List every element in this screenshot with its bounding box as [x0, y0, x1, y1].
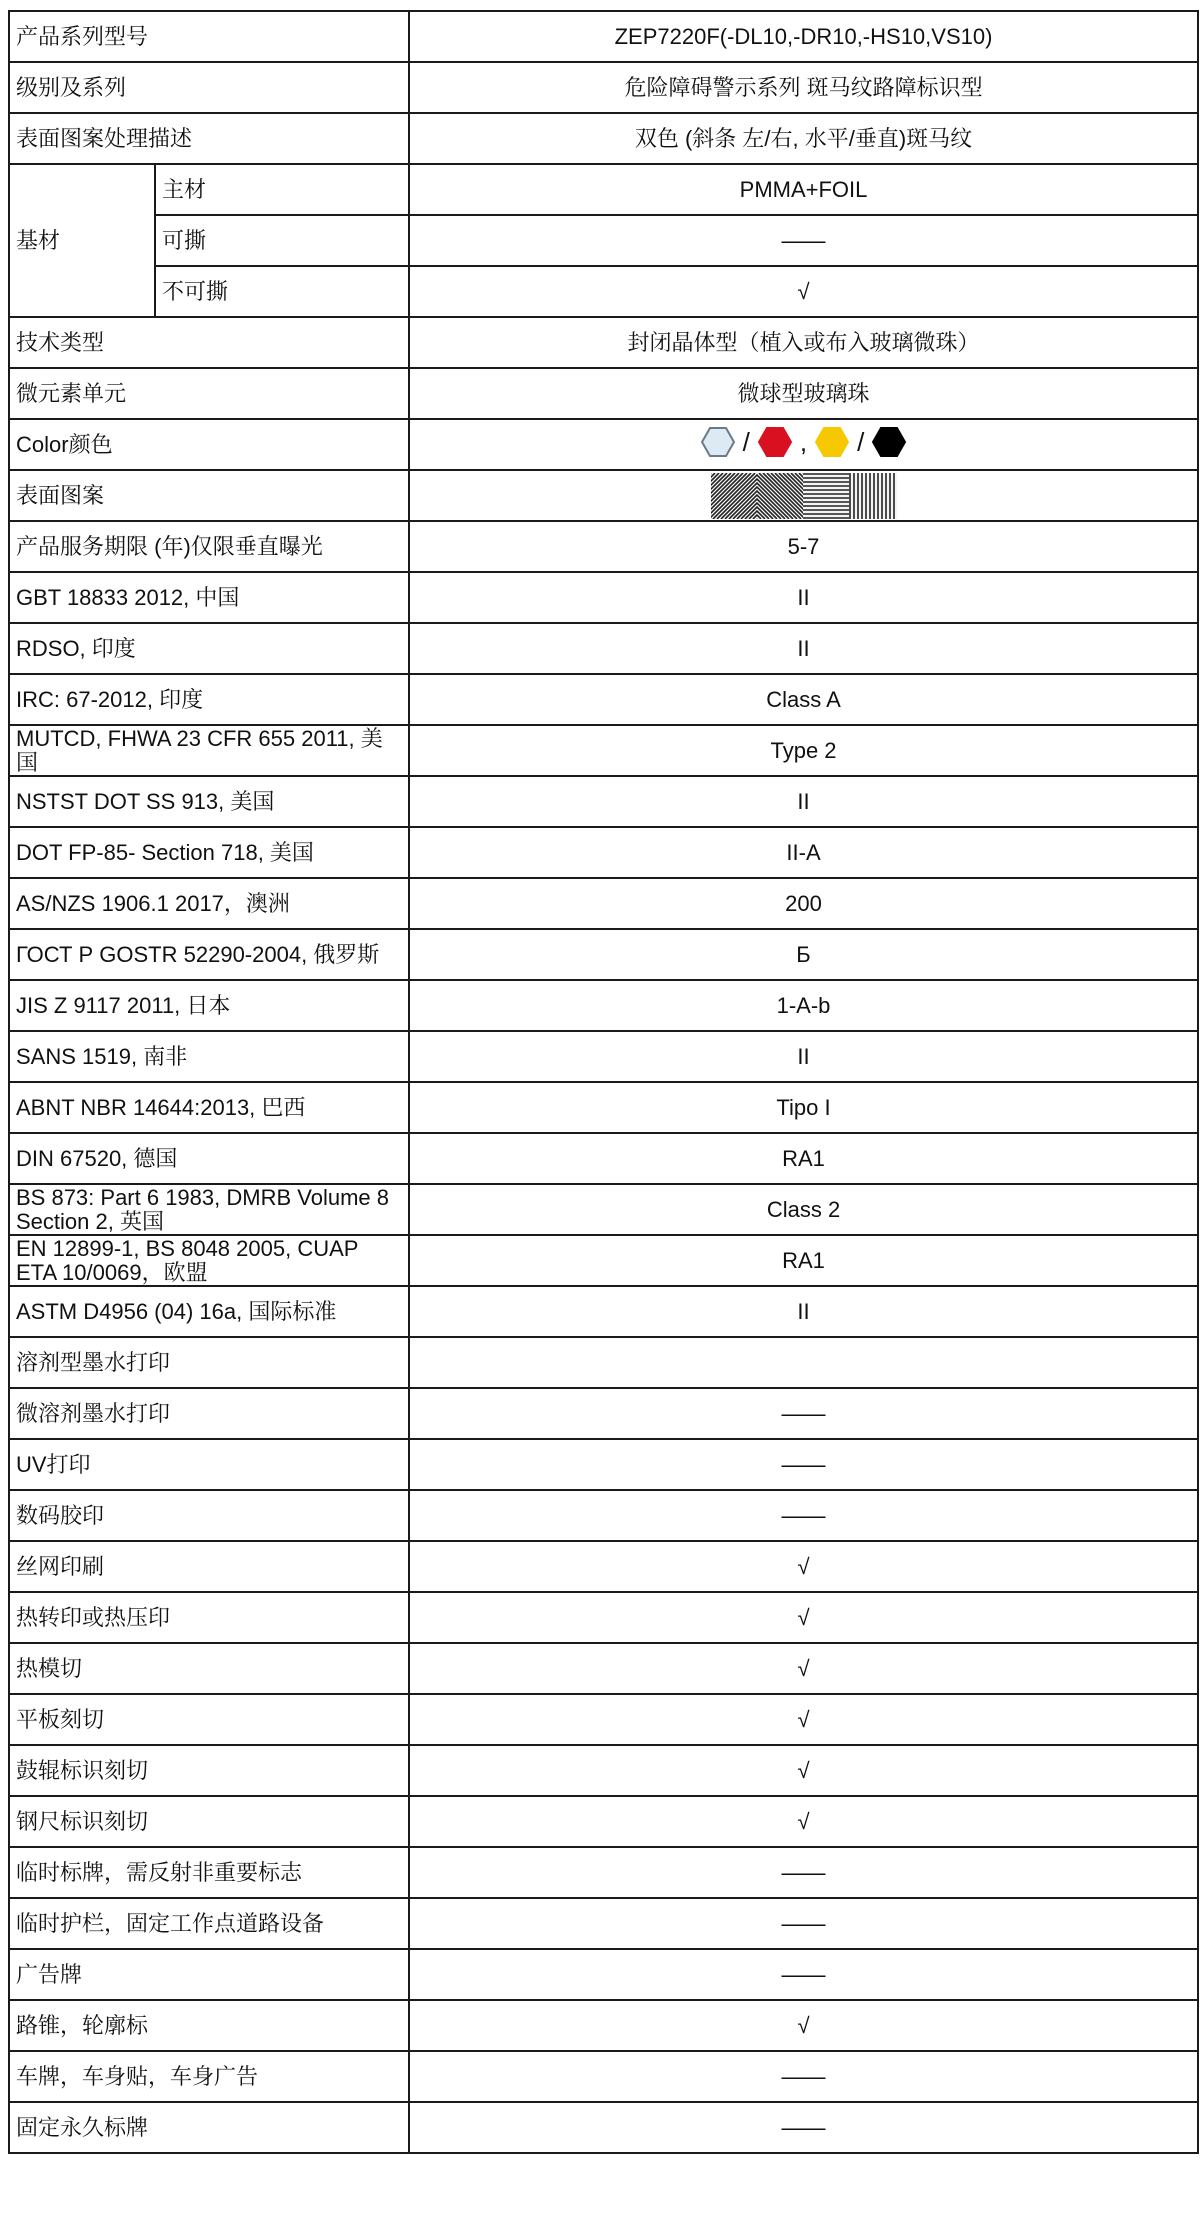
table-row: [9, 1082, 1198, 1133]
row-value: ——: [409, 1949, 1198, 2000]
table-row: [9, 164, 1198, 215]
row-label: UV打印: [9, 1439, 409, 1490]
table-row: [9, 1490, 1198, 1541]
row-value: Type 2: [409, 725, 1198, 776]
color-row: [9, 419, 1198, 470]
row-label: RDSO, 印度: [9, 623, 409, 674]
row-label: 鼓辊标识刻切: [9, 1745, 409, 1796]
table-row: [9, 1643, 1198, 1694]
swatch-separator: ,: [799, 427, 808, 457]
table-row: [9, 1745, 1198, 1796]
substrate-sub-value: ——: [409, 215, 1198, 266]
row-label: BS 873: Part 6 1983, DMRB Volume 8 Section 2, 英国: [9, 1184, 409, 1235]
row-label: 热转印或热压印: [9, 1592, 409, 1643]
table-row: [9, 368, 1198, 419]
row-value: 5-7: [409, 521, 1198, 572]
row-label: NSTST DOT SS 913, 美国: [9, 776, 409, 827]
row-value: √: [409, 1694, 1198, 1745]
row-label: 临时护栏，固定工作点道路设备: [9, 1898, 409, 1949]
row-label: ASTM D4956 (04) 16a, 国际标准: [9, 1286, 409, 1337]
table-row: [9, 1541, 1198, 1592]
table-row: [9, 674, 1198, 725]
table-row: [9, 827, 1198, 878]
row-label: DIN 67520, 德国: [9, 1133, 409, 1184]
row-label: GBT 18833 2012, 中国: [9, 572, 409, 623]
color-label: Color颜色: [9, 419, 409, 470]
row-value: √: [409, 1796, 1198, 1847]
row-value: 封闭晶体型（植入或布入玻璃微珠）: [409, 317, 1198, 368]
row-label: MUTCD, FHWA 23 CFR 655 2011, 美国: [9, 725, 409, 776]
table-row: [9, 929, 1198, 980]
table-row: [9, 1235, 1198, 1286]
row-label: 平板刻切: [9, 1694, 409, 1745]
spec-table-body: [9, 11, 1198, 2153]
row-label: EN 12899-1, BS 8048 2005, CUAP ETA 10/0069，欧盟: [9, 1235, 409, 1286]
row-value: II: [409, 776, 1198, 827]
row-value: II-A: [409, 827, 1198, 878]
row-value: √: [409, 1592, 1198, 1643]
row-value: ——: [409, 1388, 1198, 1439]
table-row: [9, 215, 1198, 266]
table-row: [9, 62, 1198, 113]
row-value: √: [409, 1643, 1198, 1694]
white-hexagon-icon: [701, 425, 735, 459]
row-value: √: [409, 2000, 1198, 2051]
row-label: DOT FP-85- Section 718, 美国: [9, 827, 409, 878]
row-label: 技术类型: [9, 317, 409, 368]
color-swatches: [701, 425, 907, 459]
table-row: [9, 113, 1198, 164]
row-label: 临时标牌，需反射非重要标志: [9, 1847, 409, 1898]
row-label: 热模切: [9, 1643, 409, 1694]
swatch-separator: /: [857, 427, 865, 457]
table-row: [9, 1592, 1198, 1643]
row-label: 产品服务期限 (年)仅限垂直曝光: [9, 521, 409, 572]
zebra-stripe-pattern-image: [711, 473, 897, 519]
row-value: ——: [409, 1439, 1198, 1490]
black-hexagon-icon: [872, 425, 906, 459]
row-label: 级别及系列: [9, 62, 409, 113]
table-row: [9, 1337, 1198, 1388]
table-row: [9, 980, 1198, 1031]
row-value: ——: [409, 2102, 1198, 2153]
table-row: [9, 266, 1198, 317]
row-value: ZEP7220F(-DL10,-DR10,-HS10,VS10): [409, 11, 1198, 62]
substrate-label: 基材: [9, 164, 155, 317]
row-value: ——: [409, 1490, 1198, 1541]
row-label: 固定永久标牌: [9, 2102, 409, 2153]
row-value: 微球型玻璃珠: [409, 368, 1198, 419]
table-row: [9, 776, 1198, 827]
row-value: ——: [409, 1898, 1198, 1949]
substrate-sub-label: 主材: [155, 164, 409, 215]
row-value: Tipo I: [409, 1082, 1198, 1133]
row-label: AS/NZS 1906.1 2017，澳洲: [9, 878, 409, 929]
substrate-sub-label: 不可撕: [155, 266, 409, 317]
row-value: √: [409, 1541, 1198, 1592]
table-row: [9, 2102, 1198, 2153]
table-row: [9, 1847, 1198, 1898]
row-value: Class 2: [409, 1184, 1198, 1235]
row-label: 广告牌: [9, 1949, 409, 2000]
row-label: 微溶剂墨水打印: [9, 1388, 409, 1439]
row-value: ——: [409, 2051, 1198, 2102]
table-row: [9, 317, 1198, 368]
row-value: RA1: [409, 1235, 1198, 1286]
row-value: II: [409, 623, 1198, 674]
table-row: [9, 2051, 1198, 2102]
row-value: [409, 1337, 1198, 1388]
row-label: 产品系列型号: [9, 11, 409, 62]
row-value: Б: [409, 929, 1198, 980]
table-row: [9, 1898, 1198, 1949]
pattern-label: 表面图案: [9, 470, 409, 521]
red-hexagon-icon: [758, 425, 792, 459]
row-value: 1-A-b: [409, 980, 1198, 1031]
swatch-separator: /: [742, 427, 750, 457]
row-label: 表面图案处理描述: [9, 113, 409, 164]
row-label: 钢尺标识刻切: [9, 1796, 409, 1847]
substrate-sub-value: √: [409, 266, 1198, 317]
table-row: [9, 1031, 1198, 1082]
row-value: Class A: [409, 674, 1198, 725]
pattern-row: [9, 470, 1198, 521]
row-value: II: [409, 1031, 1198, 1082]
table-row: [9, 572, 1198, 623]
table-row: [9, 725, 1198, 776]
row-value: 200: [409, 878, 1198, 929]
row-value: 危险障碍警示系列 斑马纹路障标识型: [409, 62, 1198, 113]
table-row: [9, 1184, 1198, 1235]
table-row: [9, 623, 1198, 674]
row-value: II: [409, 1286, 1198, 1337]
row-label: ABNT NBR 14644:2013, 巴西: [9, 1082, 409, 1133]
table-row: [9, 1694, 1198, 1745]
table-row: [9, 11, 1198, 62]
row-label: 车牌，车身贴，车身广告: [9, 2051, 409, 2102]
table-row: [9, 1796, 1198, 1847]
row-value: ——: [409, 1847, 1198, 1898]
table-row: [9, 1949, 1198, 2000]
pattern-cell: [409, 470, 1198, 521]
row-label: 溶剂型墨水打印: [9, 1337, 409, 1388]
substrate-sub-label: 可撕: [155, 215, 409, 266]
yellow-hexagon-icon: [815, 425, 849, 459]
table-row: [9, 521, 1198, 572]
table-row: [9, 1286, 1198, 1337]
row-label: ГОСТ Р GOSTR 52290-2004, 俄罗斯: [9, 929, 409, 980]
substrate-sub-value: PMMA+FOIL: [409, 164, 1198, 215]
color-swatches-cell: [409, 419, 1198, 470]
row-label: 丝网印刷: [9, 1541, 409, 1592]
row-label: 路锥，轮廓标: [9, 2000, 409, 2051]
row-label: IRC: 67-2012, 印度: [9, 674, 409, 725]
table-row: [9, 1388, 1198, 1439]
spec-table: [8, 10, 1199, 2154]
row-label: 微元素单元: [9, 368, 409, 419]
row-value: √: [409, 1745, 1198, 1796]
row-value: 双色 (斜条 左/右, 水平/垂直)斑马纹: [409, 113, 1198, 164]
row-label: JIS Z 9117 2011, 日本: [9, 980, 409, 1031]
row-value: RA1: [409, 1133, 1198, 1184]
table-row: [9, 878, 1198, 929]
table-row: [9, 1439, 1198, 1490]
table-row: [9, 2000, 1198, 2051]
row-label: 数码胶印: [9, 1490, 409, 1541]
row-label: SANS 1519, 南非: [9, 1031, 409, 1082]
row-value: II: [409, 572, 1198, 623]
table-row: [9, 1133, 1198, 1184]
